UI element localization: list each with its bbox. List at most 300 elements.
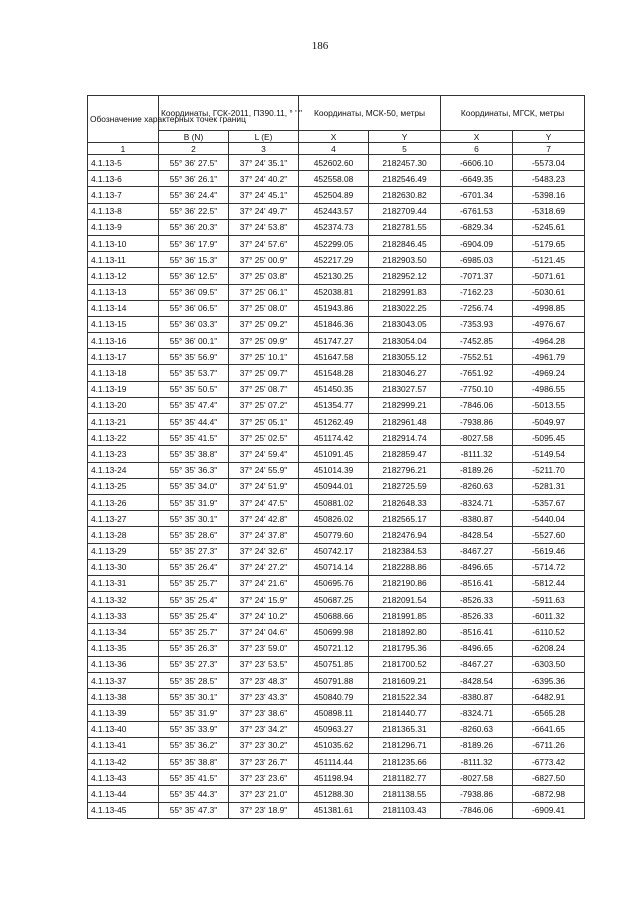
latitude-b-cell: 55° 35' 27.3" xyxy=(159,656,229,672)
mgsk-y-cell: -5318.69 xyxy=(513,203,585,219)
msk-y-cell: 2182384.53 xyxy=(369,543,441,559)
longitude-l-cell: 37° 24' 53.8" xyxy=(229,219,299,235)
mgsk-y-cell: -5357.67 xyxy=(513,494,585,510)
mgsk-y-cell: -5911.63 xyxy=(513,592,585,608)
column-number: 5 xyxy=(369,143,441,155)
header-b-n: B (N) xyxy=(159,131,229,143)
point-id-cell: 4.1.13-23 xyxy=(88,446,159,462)
column-number: 4 xyxy=(299,143,369,155)
longitude-l-cell: 37° 23' 59.0" xyxy=(229,640,299,656)
point-id-cell: 4.1.13-45 xyxy=(88,802,159,818)
mgsk-x-cell: -7846.06 xyxy=(441,802,513,818)
mgsk-x-cell: -8516.41 xyxy=(441,624,513,640)
point-id-cell: 4.1.13-6 xyxy=(88,171,159,187)
latitude-b-cell: 55° 35' 38.8" xyxy=(159,446,229,462)
mgsk-x-cell: -8496.65 xyxy=(441,640,513,656)
longitude-l-cell: 37° 25' 07.2" xyxy=(229,397,299,413)
msk-y-cell: 2181235.66 xyxy=(369,753,441,769)
point-id-cell: 4.1.13-35 xyxy=(88,640,159,656)
msk-x-cell: 450688.66 xyxy=(299,608,369,624)
table-row xyxy=(88,721,585,737)
latitude-b-cell: 55° 35' 26.3" xyxy=(159,640,229,656)
longitude-l-cell: 37° 23' 53.5" xyxy=(229,656,299,672)
table-row xyxy=(88,333,585,349)
mgsk-x-cell: -8428.54 xyxy=(441,527,513,543)
table-row xyxy=(88,187,585,203)
point-id-cell: 4.1.13-20 xyxy=(88,397,159,413)
mgsk-y-cell: -5527.60 xyxy=(513,527,585,543)
msk-y-cell: 2183046.27 xyxy=(369,365,441,381)
longitude-l-cell: 37° 23' 21.0" xyxy=(229,786,299,802)
latitude-b-cell: 55° 35' 27.3" xyxy=(159,543,229,559)
mgsk-y-cell: -5398.16 xyxy=(513,187,585,203)
msk-x-cell: 450721.12 xyxy=(299,640,369,656)
mgsk-y-cell: -6303.50 xyxy=(513,656,585,672)
msk-x-cell: 451262.49 xyxy=(299,414,369,430)
mgsk-x-cell: -8260.63 xyxy=(441,721,513,737)
table-row xyxy=(88,494,585,510)
table-row xyxy=(88,203,585,219)
latitude-b-cell: 55° 35' 25.7" xyxy=(159,624,229,640)
table-row xyxy=(88,430,585,446)
msk-x-cell: 452217.29 xyxy=(299,252,369,268)
point-id-cell: 4.1.13-19 xyxy=(88,381,159,397)
msk-y-cell: 2182914.74 xyxy=(369,430,441,446)
latitude-b-cell: 55° 35' 47.4" xyxy=(159,397,229,413)
msk-y-cell: 2182091.54 xyxy=(369,592,441,608)
mgsk-x-cell: -8516.41 xyxy=(441,575,513,591)
point-id-cell: 4.1.13-32 xyxy=(88,592,159,608)
msk-y-cell: 2181103.43 xyxy=(369,802,441,818)
longitude-l-cell: 37° 24' 57.6" xyxy=(229,235,299,251)
mgsk-x-cell: -7938.86 xyxy=(441,414,513,430)
msk-y-cell: 2182796.21 xyxy=(369,462,441,478)
point-id-cell: 4.1.13-31 xyxy=(88,575,159,591)
longitude-l-cell: 37° 25' 02.5" xyxy=(229,430,299,446)
latitude-b-cell: 55° 35' 50.5" xyxy=(159,381,229,397)
msk-x-cell: 450695.76 xyxy=(299,575,369,591)
point-id-cell: 4.1.13-8 xyxy=(88,203,159,219)
latitude-b-cell: 55° 36' 17.9" xyxy=(159,235,229,251)
mgsk-y-cell: -6110.52 xyxy=(513,624,585,640)
longitude-l-cell: 37° 24' 10.2" xyxy=(229,608,299,624)
mgsk-x-cell: -7651.92 xyxy=(441,365,513,381)
latitude-b-cell: 55° 35' 31.9" xyxy=(159,494,229,510)
point-id-cell: 4.1.13-30 xyxy=(88,559,159,575)
latitude-b-cell: 55° 35' 28.5" xyxy=(159,673,229,689)
table-row xyxy=(88,381,585,397)
header-l-e: L (E) xyxy=(229,131,299,143)
table-row xyxy=(88,673,585,689)
table-row xyxy=(88,349,585,365)
latitude-b-cell: 55° 35' 33.9" xyxy=(159,721,229,737)
point-id-cell: 4.1.13-21 xyxy=(88,414,159,430)
longitude-l-cell: 37° 25' 09.7" xyxy=(229,365,299,381)
mgsk-x-cell: -8380.87 xyxy=(441,689,513,705)
longitude-l-cell: 37° 23' 30.2" xyxy=(229,737,299,753)
msk-y-cell: 2183022.25 xyxy=(369,300,441,316)
mgsk-y-cell: -5030.61 xyxy=(513,284,585,300)
msk-x-cell: 450963.27 xyxy=(299,721,369,737)
msk-x-cell: 450826.02 xyxy=(299,511,369,527)
longitude-l-cell: 37° 24' 51.9" xyxy=(229,478,299,494)
msk-y-cell: 2183055.12 xyxy=(369,349,441,365)
msk-y-cell: 2181700.52 xyxy=(369,656,441,672)
point-id-cell: 4.1.13-18 xyxy=(88,365,159,381)
latitude-b-cell: 55° 35' 25.7" xyxy=(159,575,229,591)
latitude-b-cell: 55° 35' 26.4" xyxy=(159,559,229,575)
mgsk-x-cell: -6761.53 xyxy=(441,203,513,219)
msk-x-cell: 451014.39 xyxy=(299,462,369,478)
longitude-l-cell: 37° 24' 27.2" xyxy=(229,559,299,575)
mgsk-y-cell: -4986.55 xyxy=(513,381,585,397)
point-id-cell: 4.1.13-24 xyxy=(88,462,159,478)
point-id-cell: 4.1.13-27 xyxy=(88,511,159,527)
longitude-l-cell: 37° 24' 55.9" xyxy=(229,462,299,478)
msk-y-cell: 2182846.45 xyxy=(369,235,441,251)
msk-x-cell: 451035.62 xyxy=(299,737,369,753)
table-row xyxy=(88,786,585,802)
longitude-l-cell: 37° 24' 15.9" xyxy=(229,592,299,608)
mgsk-y-cell: -5121.45 xyxy=(513,252,585,268)
latitude-b-cell: 55° 35' 30.1" xyxy=(159,511,229,527)
latitude-b-cell: 55° 36' 00.1" xyxy=(159,333,229,349)
mgsk-x-cell: -7846.06 xyxy=(441,397,513,413)
longitude-l-cell: 37° 25' 09.2" xyxy=(229,316,299,332)
mgsk-y-cell: -6827.50 xyxy=(513,770,585,786)
msk-x-cell: 451091.45 xyxy=(299,446,369,462)
point-id-cell: 4.1.13-36 xyxy=(88,656,159,672)
msk-y-cell: 2183027.57 xyxy=(369,381,441,397)
longitude-l-cell: 37° 23' 48.3" xyxy=(229,673,299,689)
header-mgsk-coordinates: Координаты, МГСК, метры xyxy=(441,96,585,131)
msk-y-cell: 2182630.82 xyxy=(369,187,441,203)
longitude-l-cell: 37° 23' 34.2" xyxy=(229,721,299,737)
longitude-l-cell: 37° 25' 00.9" xyxy=(229,252,299,268)
longitude-l-cell: 37° 24' 32.6" xyxy=(229,543,299,559)
point-id-cell: 4.1.13-11 xyxy=(88,252,159,268)
mgsk-y-cell: -6565.28 xyxy=(513,705,585,721)
point-id-cell: 4.1.13-7 xyxy=(88,187,159,203)
mgsk-x-cell: -6904.09 xyxy=(441,235,513,251)
msk-x-cell: 452443.57 xyxy=(299,203,369,219)
table-row xyxy=(88,365,585,381)
point-id-cell: 4.1.13-40 xyxy=(88,721,159,737)
mgsk-x-cell: -7552.51 xyxy=(441,349,513,365)
mgsk-x-cell: -8027.58 xyxy=(441,430,513,446)
longitude-l-cell: 37° 24' 37.8" xyxy=(229,527,299,543)
latitude-b-cell: 55° 35' 44.4" xyxy=(159,414,229,430)
mgsk-x-cell: -7452.85 xyxy=(441,333,513,349)
longitude-l-cell: 37° 23' 23.6" xyxy=(229,770,299,786)
table-row xyxy=(88,414,585,430)
mgsk-x-cell: -7353.93 xyxy=(441,316,513,332)
mgsk-y-cell: -6909.41 xyxy=(513,802,585,818)
msk-y-cell: 2181892.80 xyxy=(369,624,441,640)
mgsk-x-cell: -8111.32 xyxy=(441,753,513,769)
latitude-b-cell: 55° 35' 38.8" xyxy=(159,753,229,769)
mgsk-x-cell: -6829.34 xyxy=(441,219,513,235)
mgsk-x-cell: -8428.54 xyxy=(441,673,513,689)
point-id-cell: 4.1.13-28 xyxy=(88,527,159,543)
mgsk-y-cell: -5179.65 xyxy=(513,235,585,251)
msk-y-cell: 2182859.47 xyxy=(369,446,441,462)
mgsk-y-cell: -4964.28 xyxy=(513,333,585,349)
latitude-b-cell: 55° 35' 53.7" xyxy=(159,365,229,381)
longitude-l-cell: 37° 24' 59.4" xyxy=(229,446,299,462)
latitude-b-cell: 55° 36' 15.3" xyxy=(159,252,229,268)
mgsk-x-cell: -7071.37 xyxy=(441,268,513,284)
msk-x-cell: 451174.42 xyxy=(299,430,369,446)
mgsk-y-cell: -5049.97 xyxy=(513,414,585,430)
mgsk-y-cell: -5149.54 xyxy=(513,446,585,462)
table-row xyxy=(88,235,585,251)
msk-x-cell: 450714.14 xyxy=(299,559,369,575)
table-row xyxy=(88,155,585,171)
msk-y-cell: 2182903.50 xyxy=(369,252,441,268)
msk-x-cell: 450742.17 xyxy=(299,543,369,559)
mgsk-x-cell: -6701.34 xyxy=(441,187,513,203)
msk-x-cell: 452299.05 xyxy=(299,235,369,251)
longitude-l-cell: 37° 24' 35.1" xyxy=(229,155,299,171)
longitude-l-cell: 37° 25' 05.1" xyxy=(229,414,299,430)
header-msk-y: Y xyxy=(369,131,441,143)
longitude-l-cell: 37° 23' 26.7" xyxy=(229,753,299,769)
header-gsk-coordinates: Координаты, ГСК-2011, ПЗ90.11, ° ' " xyxy=(159,96,299,131)
table-row xyxy=(88,284,585,300)
point-id-cell: 4.1.13-12 xyxy=(88,268,159,284)
table-row xyxy=(88,608,585,624)
msk-y-cell: 2182190.86 xyxy=(369,575,441,591)
table-row xyxy=(88,316,585,332)
msk-y-cell: 2182781.55 xyxy=(369,219,441,235)
latitude-b-cell: 55° 35' 36.3" xyxy=(159,462,229,478)
column-number: 6 xyxy=(441,143,513,155)
msk-y-cell: 2181365.31 xyxy=(369,721,441,737)
mgsk-y-cell: -5245.61 xyxy=(513,219,585,235)
latitude-b-cell: 55° 36' 09.5" xyxy=(159,284,229,300)
longitude-l-cell: 37° 25' 09.9" xyxy=(229,333,299,349)
mgsk-x-cell: -8496.65 xyxy=(441,559,513,575)
mgsk-y-cell: -6395.36 xyxy=(513,673,585,689)
point-id-cell: 4.1.13-29 xyxy=(88,543,159,559)
mgsk-y-cell: -5013.55 xyxy=(513,397,585,413)
mgsk-y-cell: -4961.79 xyxy=(513,349,585,365)
mgsk-y-cell: -5071.61 xyxy=(513,268,585,284)
msk-y-cell: 2182709.44 xyxy=(369,203,441,219)
msk-y-cell: 2181522.34 xyxy=(369,689,441,705)
table-row xyxy=(88,397,585,413)
point-id-cell: 4.1.13-14 xyxy=(88,300,159,316)
mgsk-y-cell: -6011.32 xyxy=(513,608,585,624)
latitude-b-cell: 55° 36' 12.5" xyxy=(159,268,229,284)
point-id-cell: 4.1.13-33 xyxy=(88,608,159,624)
point-id-cell: 4.1.13-41 xyxy=(88,737,159,753)
msk-x-cell: 450779.60 xyxy=(299,527,369,543)
mgsk-x-cell: -7256.74 xyxy=(441,300,513,316)
longitude-l-cell: 37° 25' 10.1" xyxy=(229,349,299,365)
mgsk-y-cell: -5095.45 xyxy=(513,430,585,446)
point-id-cell: 4.1.13-13 xyxy=(88,284,159,300)
point-id-cell: 4.1.13-22 xyxy=(88,430,159,446)
mgsk-x-cell: -8260.63 xyxy=(441,478,513,494)
longitude-l-cell: 37° 24' 04.6" xyxy=(229,624,299,640)
longitude-l-cell: 37° 24' 21.6" xyxy=(229,575,299,591)
header-msk-x: X xyxy=(299,131,369,143)
table-row xyxy=(88,171,585,187)
msk-x-cell: 452130.25 xyxy=(299,268,369,284)
point-id-cell: 4.1.13-42 xyxy=(88,753,159,769)
table-row xyxy=(88,462,585,478)
msk-x-cell: 450687.25 xyxy=(299,592,369,608)
msk-y-cell: 2182288.86 xyxy=(369,559,441,575)
table-row xyxy=(88,640,585,656)
mgsk-y-cell: -4969.24 xyxy=(513,365,585,381)
latitude-b-cell: 55° 35' 44.3" xyxy=(159,786,229,802)
table-row xyxy=(88,543,585,559)
mgsk-y-cell: -4976.67 xyxy=(513,316,585,332)
longitude-l-cell: 37° 24' 47.5" xyxy=(229,494,299,510)
latitude-b-cell: 55° 35' 30.1" xyxy=(159,689,229,705)
header-mgsk-x: X xyxy=(441,131,513,143)
mgsk-x-cell: -8526.33 xyxy=(441,592,513,608)
mgsk-y-cell: -5573.04 xyxy=(513,155,585,171)
mgsk-y-cell: -5281.31 xyxy=(513,478,585,494)
latitude-b-cell: 55° 35' 25.4" xyxy=(159,608,229,624)
mgsk-y-cell: -6711.26 xyxy=(513,737,585,753)
mgsk-x-cell: -8189.26 xyxy=(441,462,513,478)
msk-x-cell: 452602.60 xyxy=(299,155,369,171)
msk-x-cell: 450881.02 xyxy=(299,494,369,510)
mgsk-y-cell: -5440.04 xyxy=(513,511,585,527)
mgsk-x-cell: -8324.71 xyxy=(441,494,513,510)
mgsk-x-cell: -8189.26 xyxy=(441,737,513,753)
column-number: 3 xyxy=(229,143,299,155)
table-body xyxy=(88,155,585,819)
point-id-cell: 4.1.13-26 xyxy=(88,494,159,510)
table-row xyxy=(88,737,585,753)
coordinates-table xyxy=(87,95,585,819)
column-number: 1 xyxy=(88,143,159,155)
table-row xyxy=(88,770,585,786)
header-point-designation: Обозначение характерных точек границ xyxy=(88,96,159,143)
longitude-l-cell: 37° 23' 18.9" xyxy=(229,802,299,818)
mgsk-y-cell: -6641.65 xyxy=(513,721,585,737)
mgsk-y-cell: -6482.91 xyxy=(513,689,585,705)
latitude-b-cell: 55° 35' 36.2" xyxy=(159,737,229,753)
latitude-b-cell: 55° 35' 56.9" xyxy=(159,349,229,365)
longitude-l-cell: 37° 25' 08.7" xyxy=(229,381,299,397)
point-id-cell: 4.1.13-5 xyxy=(88,155,159,171)
latitude-b-cell: 55° 35' 41.5" xyxy=(159,430,229,446)
latitude-b-cell: 55° 35' 41.5" xyxy=(159,770,229,786)
table-row xyxy=(88,300,585,316)
point-id-cell: 4.1.13-17 xyxy=(88,349,159,365)
mgsk-x-cell: -7938.86 xyxy=(441,786,513,802)
latitude-b-cell: 55° 35' 34.0" xyxy=(159,478,229,494)
mgsk-y-cell: -5211.70 xyxy=(513,462,585,478)
mgsk-x-cell: -8324.71 xyxy=(441,705,513,721)
msk-y-cell: 2181440.77 xyxy=(369,705,441,721)
msk-x-cell: 451647.58 xyxy=(299,349,369,365)
header-msk-coordinates: Координаты, МСК-50, метры xyxy=(299,96,441,131)
msk-y-cell: 2181296.71 xyxy=(369,737,441,753)
longitude-l-cell: 37° 23' 38.6" xyxy=(229,705,299,721)
msk-x-cell: 452504.89 xyxy=(299,187,369,203)
mgsk-x-cell: -8027.58 xyxy=(441,770,513,786)
table-row xyxy=(88,559,585,575)
msk-x-cell: 452374.73 xyxy=(299,219,369,235)
msk-y-cell: 2181138.55 xyxy=(369,786,441,802)
msk-x-cell: 451288.30 xyxy=(299,786,369,802)
latitude-b-cell: 55° 36' 20.3" xyxy=(159,219,229,235)
latitude-b-cell: 55° 36' 27.5" xyxy=(159,155,229,171)
msk-y-cell: 2182999.21 xyxy=(369,397,441,413)
mgsk-x-cell: -8467.27 xyxy=(441,543,513,559)
msk-x-cell: 451198.94 xyxy=(299,770,369,786)
msk-y-cell: 2181609.21 xyxy=(369,673,441,689)
table-row xyxy=(88,802,585,818)
latitude-b-cell: 55° 36' 22.5" xyxy=(159,203,229,219)
longitude-l-cell: 37° 25' 06.1" xyxy=(229,284,299,300)
msk-x-cell: 450898.11 xyxy=(299,705,369,721)
point-id-cell: 4.1.13-34 xyxy=(88,624,159,640)
msk-x-cell: 450944.01 xyxy=(299,478,369,494)
page-number: 186 xyxy=(311,40,329,52)
msk-y-cell: 2183043.05 xyxy=(369,316,441,332)
longitude-l-cell: 37° 24' 42.8" xyxy=(229,511,299,527)
point-id-cell: 4.1.13-39 xyxy=(88,705,159,721)
msk-x-cell: 451114.44 xyxy=(299,753,369,769)
longitude-l-cell: 37° 23' 43.3" xyxy=(229,689,299,705)
point-id-cell: 4.1.13-37 xyxy=(88,673,159,689)
latitude-b-cell: 55° 35' 25.4" xyxy=(159,592,229,608)
mgsk-y-cell: -6773.42 xyxy=(513,753,585,769)
msk-x-cell: 451381.61 xyxy=(299,802,369,818)
latitude-b-cell: 55° 35' 28.6" xyxy=(159,527,229,543)
msk-x-cell: 450751.85 xyxy=(299,656,369,672)
table-row xyxy=(88,478,585,494)
point-id-cell: 4.1.13-10 xyxy=(88,235,159,251)
latitude-b-cell: 55° 36' 24.4" xyxy=(159,187,229,203)
point-id-cell: 4.1.13-38 xyxy=(88,689,159,705)
table-row xyxy=(88,689,585,705)
msk-x-cell: 451354.77 xyxy=(299,397,369,413)
latitude-b-cell: 55° 36' 06.5" xyxy=(159,300,229,316)
mgsk-x-cell: -8467.27 xyxy=(441,656,513,672)
msk-y-cell: 2182725.59 xyxy=(369,478,441,494)
point-id-cell: 4.1.13-15 xyxy=(88,316,159,332)
table-row xyxy=(88,753,585,769)
column-number: 2 xyxy=(159,143,229,155)
table-row xyxy=(88,527,585,543)
msk-x-cell: 451450.35 xyxy=(299,381,369,397)
point-id-cell: 4.1.13-44 xyxy=(88,786,159,802)
longitude-l-cell: 37° 24' 40.2" xyxy=(229,171,299,187)
mgsk-y-cell: -5812.44 xyxy=(513,575,585,591)
latitude-b-cell: 55° 36' 03.3" xyxy=(159,316,229,332)
msk-y-cell: 2183054.04 xyxy=(369,333,441,349)
msk-y-cell: 2181795.36 xyxy=(369,640,441,656)
mgsk-y-cell: -6208.24 xyxy=(513,640,585,656)
mgsk-y-cell: -5619.46 xyxy=(513,543,585,559)
msk-y-cell: 2181182.77 xyxy=(369,770,441,786)
table-row xyxy=(88,705,585,721)
msk-x-cell: 452558.08 xyxy=(299,171,369,187)
table-row xyxy=(88,511,585,527)
msk-x-cell: 450791.88 xyxy=(299,673,369,689)
msk-y-cell: 2182961.48 xyxy=(369,414,441,430)
